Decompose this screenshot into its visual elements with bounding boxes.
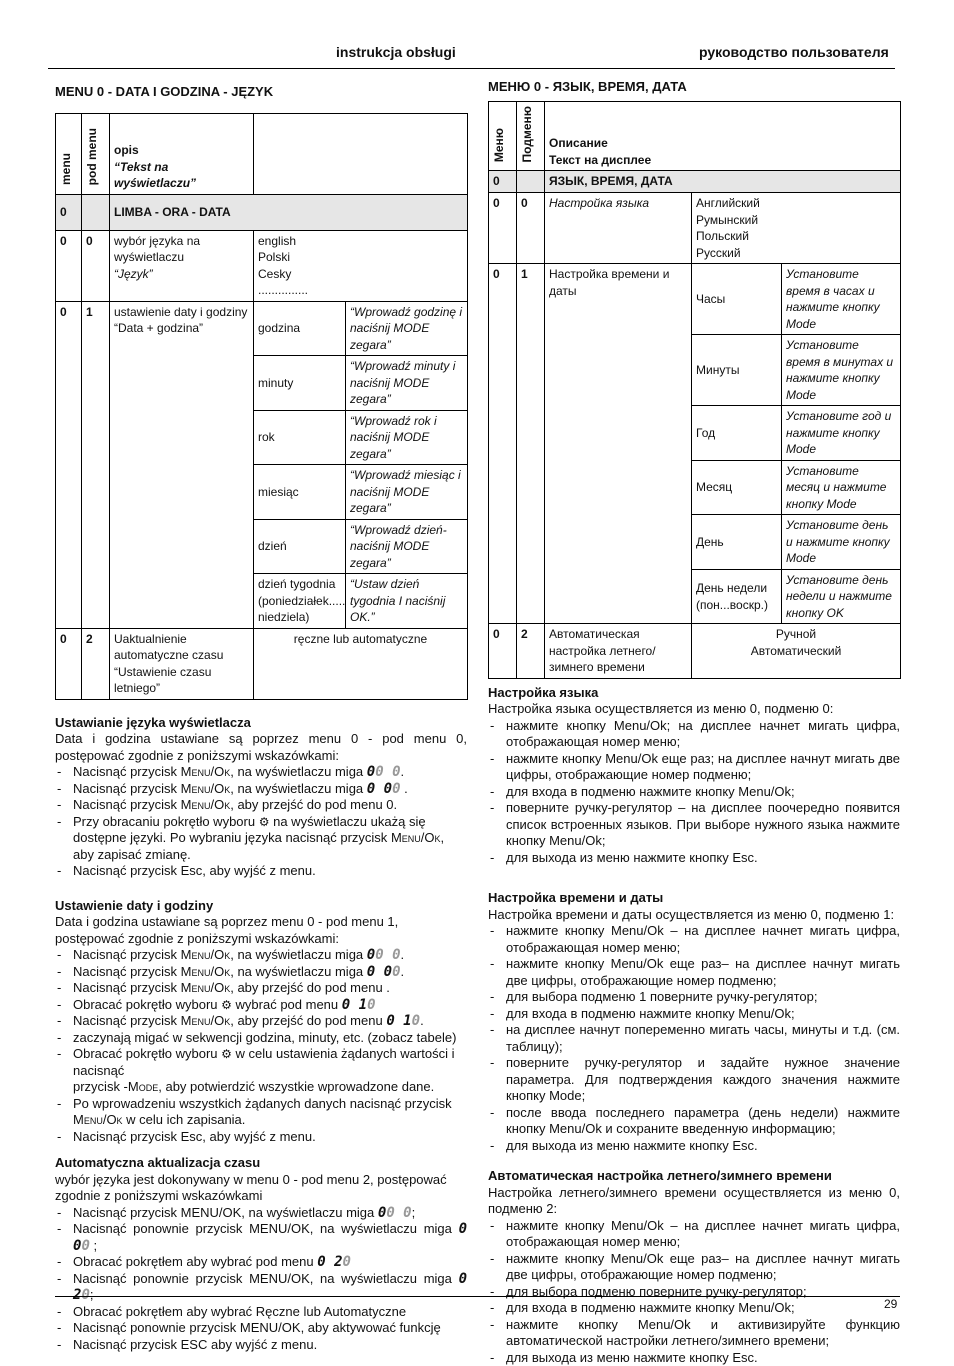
pl-th-opis: opis “Tekst na wyświetlaczu”	[110, 113, 254, 194]
pl-menu-title: MENU 0 - DATA I GODZINA - JĘZYK	[55, 84, 274, 99]
ru-r1-param: День недели (пон...воскр.)	[692, 569, 782, 624]
display-digits-icon: 0	[366, 947, 376, 963]
display-digits-icon: 0 0	[366, 963, 393, 980]
ru-r1-param: Год	[692, 406, 782, 461]
list-item: - для выхода из меню нажмите кнопку Esc.	[488, 1350, 900, 1366]
list-item: - для выхода из меню нажмите кнопку Esc.	[488, 850, 900, 867]
pl-r1-text: “Wprowadź minuty i naciśnij MODE zegara”	[346, 356, 468, 411]
ru-r1-param: Минуты	[692, 335, 782, 406]
list-item: - нажмите кнопку Menu/Ok и активизируйте функцию автоматической настройки летнего/зимнего времени;	[488, 1317, 900, 1350]
list-item: - zaczynają migać w sekwencji godzina, minuty, etc. (zobacz tabele)	[55, 1030, 467, 1047]
pl-th-empty	[254, 113, 468, 194]
pl-r1-param: miesiąc	[254, 465, 346, 520]
pl-r1-text: “Wprowadź godzinę i naciśnij MODE zegara”	[346, 301, 468, 356]
list-item: - Nacisnąć przycisk Menu/Ok, aby przejść do pod menu 0 10.	[55, 1013, 467, 1030]
list-item: - нажмите кнопку Menu/Ok еще раз– на дисплее начнут мигать две цифры, отображающие номер подменю;	[488, 956, 900, 989]
list-item: - Obracać pokrętłem aby wybrać pod menu 0 20	[55, 1254, 467, 1271]
ru-r0-menu: 0	[489, 193, 517, 264]
pl-date-steps	[55, 947, 467, 1145]
pl-r1-text: “Wprowadź rok i naciśnij MODE zegara”	[346, 410, 468, 465]
pl-date-intro: Data i godzina ustawiane są poprzez menu 0 - pod menu 1, postępować zgodnie z poniższymi wskazówkami:	[55, 914, 399, 946]
pl-r1-text: “Wprowadź miesiąc i naciśnij MODE zegara”	[346, 465, 468, 520]
list-item: - нажмите кнопку Menu/Ok еще раз– на дисплее начнут мигать две цифры, отображающие номер подменю;	[488, 1251, 900, 1284]
list-item: - Nacisnąć ponownie przycisk MENU/OK, aby aktywować funkcję	[55, 1320, 467, 1337]
ru-r1-text: Установите день и нажмите кнопку Mode	[782, 515, 901, 570]
polish-column	[55, 84, 467, 1353]
list-item: - для входа в подменю нажмите кнопку Menu/Ok;	[488, 784, 900, 801]
ru-lang-steps	[488, 718, 900, 867]
ru-time-title: Настройка времени и даты	[488, 890, 664, 906]
pl-menu-table	[55, 113, 468, 700]
pl-r0-options: english Polski Cesky ...............	[254, 230, 468, 301]
list-item: - нажмите кнопку Menu/Ok еще раз; на дисплее начнут мигать две цифры, отображающие номер подменю;	[488, 751, 900, 784]
list-item: - Nacisnąć ponownie przycisk MENU/OK, na wyświetlaczu miga 0 20;	[55, 1271, 467, 1304]
display-digits-icon: 0	[377, 1204, 387, 1221]
list-item: - для выхода из меню нажмите кнопку Esc.	[488, 1138, 900, 1155]
pl-r1-param: minuty	[254, 356, 346, 411]
ru-r1-sub: 1	[517, 264, 545, 624]
ru-r1-text: Установите год и нажмите кнопку Mode	[782, 406, 901, 461]
ru-menu-title: МЕНЮ 0 - ЯЗЫК, ВРЕМЯ, ДАТА	[488, 79, 687, 94]
list-item: - для выбора подменю 1 поверните ручку-регулятор;	[488, 989, 900, 1006]
list-item: - Nacisnąć przycisk Menu/Ok, na wyświetlaczu miga 0 00 .	[55, 781, 467, 798]
pl-th-pod-menu: pod menu	[82, 113, 110, 194]
pl-auto-title: Automatyczna aktualizacja czasu	[55, 1155, 261, 1170]
list-item: - на дисплее начнут попеременно мигать часы, минуты и т.д. (см. таблицу);	[488, 1022, 900, 1055]
list-item: - нажмите кнопку Menu/Ok – на дисплее начнет мигать цифра, отображающая номер меню;	[488, 923, 900, 956]
list-item: - для выбора подменю поверните ручку-регулятор;	[488, 1284, 900, 1301]
list-item: - Po wprowadzeniu wszystkich żądanych danych nacisnąć przycisk Menu/Ok w celu ich zapisania.	[55, 1096, 467, 1129]
ru-dst-title: Автоматическая настройка летнего/зимнего времени	[488, 1168, 832, 1184]
ru-dst-steps	[488, 1218, 900, 1366]
list-item: - поверните ручку-регулятор – на дисплее поочередно появится список встроенных языков. При выборе нужного языка нажмите кнопку Menu/Ok;	[488, 800, 900, 850]
ru-time-intro: Настройка времени и даты осуществляется из меню 0, подменю 1:	[488, 906, 895, 922]
list-item: - Nacisnąć ponownie przycisk MENU/OK, na wyświetlaczu miga 0 00 ;	[55, 1221, 467, 1254]
list-item: - Nacisnąć przycisk Esc, aby wyjść z menu.	[55, 863, 467, 880]
list-item: - для входа в подменю нажмите кнопку Menu/Ok;	[488, 1006, 900, 1023]
header-rule	[48, 68, 895, 69]
list-item: - поверните ручку-регулятор и задайте нужное значение параметра. Для подтверждения каждого значения нажмите кнопку Mode;	[488, 1055, 900, 1105]
pl-date-title: Ustawienie daty i godziny	[55, 897, 214, 913]
ru-r0-sub: 0	[517, 193, 545, 264]
list-item: - для входа в подменю нажмите кнопку Menu/Ok;	[488, 1300, 900, 1317]
ru-r1-param: День	[692, 515, 782, 570]
ru-r1-param: Месяц	[692, 460, 782, 515]
display-digits-icon: 0	[366, 764, 376, 780]
pl-r1-text: “Wprowadź dzień- naciśnij MODE zegara”	[346, 519, 468, 574]
list-item: - нажмите кнопку Menu/Ok; на дисплее начнет мигать цифра, отображающая номер меню;	[488, 718, 900, 751]
ru-menu-table	[488, 101, 901, 679]
footer-rule	[55, 1296, 900, 1297]
ru-th-sub: Подменю	[517, 101, 545, 171]
selector-knob-icon: ⚙	[221, 997, 232, 1012]
list-item: - Nacisnąć przycisk Menu/Ok, na wyświetlaczu miga 00 0.	[55, 947, 467, 964]
pl-r0-opis: wybór języka na wyświetlaczu “Język”	[110, 230, 254, 301]
pl-r1-param: rok	[254, 410, 346, 465]
ru-r2-menu: 0	[489, 624, 517, 679]
ru-th-menu: Меню	[489, 101, 517, 171]
list-item: - Nacisnąć przycisk Esc, aby wyjść z menu.	[55, 1129, 467, 1146]
pl-th-menu: menu	[56, 113, 82, 194]
selector-knob-icon: ⚙	[221, 1047, 232, 1061]
pl-r0-sub: 0	[82, 230, 110, 301]
list-item: - Obracać pokrętło wyboru ⚙ wybrać pod menu 0 10	[55, 997, 467, 1014]
ru-dst-intro: Настройка летнего/зимнего времени осуществляется из меню 0, подменю 2:	[488, 1184, 900, 1217]
ru-r0-desc: Настройка языка	[545, 193, 692, 264]
display-digits-icon: 0 1	[386, 1013, 412, 1029]
pl-r1-menu: 0	[56, 301, 82, 628]
pl-r2-menu: 0	[56, 628, 82, 699]
ru-r1-text: Установите месяц и нажмите кнопку Mode	[782, 460, 901, 515]
pl-lang-steps	[55, 764, 467, 880]
ru-r1-desc: Настройка времени и даты	[545, 264, 692, 624]
ru-group-menu: 0	[489, 171, 517, 193]
list-item: - Obracać pokrętło wyboru ⚙ w celu ustawienia żądanych wartości i nacisnąć przycisk -Mode, aby potwierdzić wszystkie wprowadzone dane.	[55, 1046, 467, 1096]
list-item: - Nacisnąć przycisk MENU/OK, na wyświetlaczu miga 00 0;	[55, 1205, 467, 1222]
ru-r2-sub: 2	[517, 624, 545, 679]
ru-r1-menu: 0	[489, 264, 517, 624]
list-item: - после ввода последнего параметра (день недели) нажмите кнопку Menu/Ok и сохраните введенную информацию;	[488, 1105, 900, 1138]
ru-r1-text: Установите время в часах и нажмите кнопку Mode	[782, 264, 901, 335]
ru-lang-intro: Настройка языка осуществляется из меню 0, подменю 0:	[488, 701, 834, 717]
ru-r2-desc: Автоматическая настройка летнего/ зимнего времени	[545, 624, 692, 679]
list-item: - Przy obracaniu pokrętło wyboru ⚙ na wyświetlaczu ukażą się dostępne języki. Po wybraniu języka nacisnąć przycisk Menu/Ok, aby zapisać zmianę.	[55, 814, 467, 864]
header-left: instrukcja obsługi	[336, 44, 456, 60]
pl-r0-menu: 0	[56, 230, 82, 301]
page-number: 29	[884, 1297, 898, 1311]
ru-r1-text: Установите время в минутах и нажмите кнопку Mode	[782, 335, 901, 406]
russian-column	[488, 79, 900, 1366]
pl-r1-param: godzina	[254, 301, 346, 356]
pl-r2-opis: Uaktualnienie automatyczne czasu “Ustawienie czasu letniego”	[110, 628, 254, 699]
display-digits-icon: 0 2	[73, 1270, 468, 1303]
display-digits-icon: 0 0	[73, 1221, 468, 1254]
header-right: руководство пользователя	[699, 44, 889, 60]
pl-r2-value: ręczne lub automatyczne	[254, 628, 468, 699]
pl-group-menu: 0	[56, 194, 82, 230]
pl-r1-text: “Ustaw dzień tygodnia I naciśnij OK.”	[346, 574, 468, 629]
ru-r2-values: Ручной Автоматический	[692, 624, 901, 679]
list-item: - Nacisnąć przycisk Menu/Ok, aby przejść do pod menu 0.	[55, 797, 467, 814]
pl-lang-intro: Data i godzina ustawiane są poprzez menu 0 - pod menu 0, postępować zgodnie z poniższymi wskazówkami:	[55, 731, 467, 763]
display-digits-icon: 0 2	[317, 1254, 343, 1270]
ru-time-steps	[488, 923, 900, 1154]
ru-r0-options: Английский Румынский Польский Русский	[692, 193, 901, 264]
list-item: - нажмите кнопку Menu/Ok – на дисплее начнет мигать цифра, отображающая номер меню;	[488, 1218, 900, 1251]
list-item: - Nacisnąć przycisk Menu/Ok, na wyświetlaczu miga 0 00.	[55, 964, 467, 981]
ru-r1-param: Часы	[692, 264, 782, 335]
pl-r1-opis: ustawienie daty i godziny “Data + godzina”	[110, 301, 254, 628]
pl-r1-sub: 1	[82, 301, 110, 628]
list-item: - Nacisnąć przycisk Menu/Ok, na wyświetlaczu miga 00 0.	[55, 764, 467, 781]
ru-lang-title: Настройка языка	[488, 684, 599, 700]
list-item: - Nacisnąć przycisk ESC aby wyjść z menu.	[55, 1337, 467, 1354]
pl-auto-intro: wybór języka jest dokonywany w menu 0 - pod menu 2, postępować zgodnie z poniższymi wskazówkami	[55, 1171, 447, 1203]
pl-group-title: LIMBA - ORA - DATA	[110, 194, 468, 230]
pl-lang-title: Ustawianie języka wyświetlacza	[55, 714, 251, 730]
ru-th-desc: Описание Текст на дисплее	[545, 101, 901, 171]
display-digits-icon: 0 0	[366, 780, 393, 797]
ru-r1-text: Установите день недели и нажмите кнопку OK	[782, 569, 901, 624]
pl-r1-param: dzień	[254, 519, 346, 574]
list-item: - Obracać pokrętłem aby wybrać Ręczne lub Automatyczne	[55, 1304, 467, 1321]
display-digits-icon: 0 1	[341, 996, 368, 1013]
pl-r2-sub: 2	[82, 628, 110, 699]
ru-group-title: ЯЗЫК, ВРЕМЯ, ДАТА	[545, 171, 901, 193]
list-item: - Nacisnąć przycisk Menu/Ok, aby przejść do pod menu .	[55, 980, 467, 997]
pl-auto-steps	[55, 1205, 467, 1354]
selector-knob-icon: ⚙	[258, 814, 270, 829]
pl-r1-param: dzień tygodnia (poniedziałek..... niedziela)	[254, 574, 346, 629]
